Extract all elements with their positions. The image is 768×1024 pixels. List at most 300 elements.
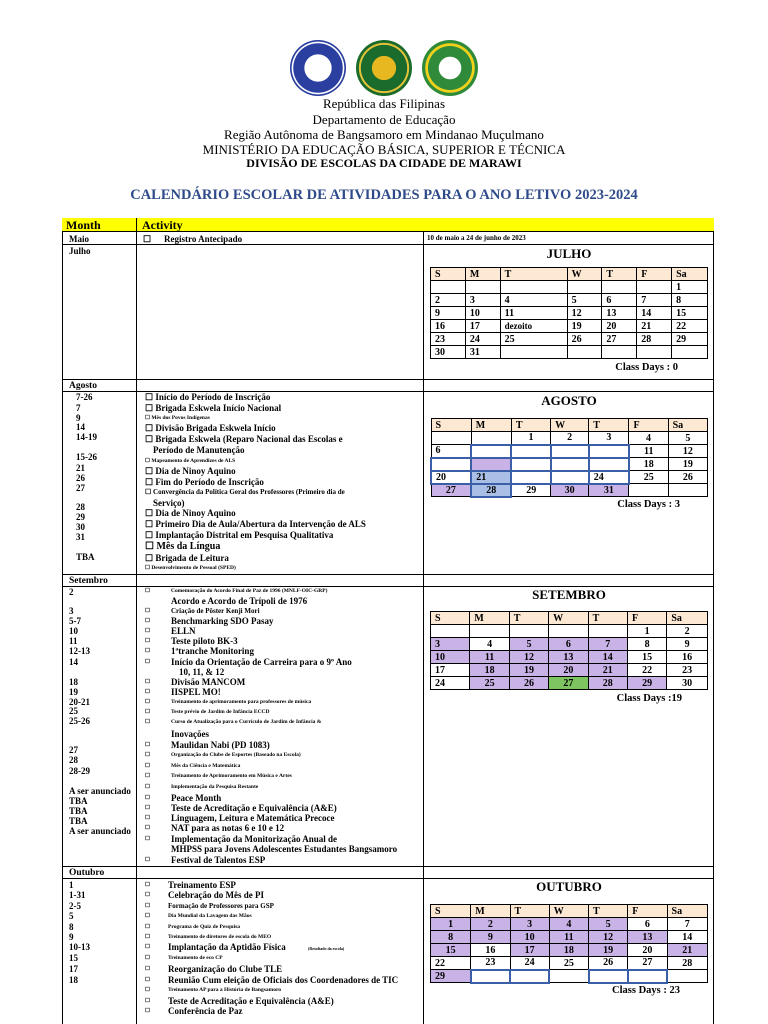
activity-item: ☐ Início do Período de Inscrição [145,392,271,402]
day-cell: 22 [627,664,666,677]
day-cell [500,281,567,294]
class-days-agosto: Class Days : 3 [617,499,680,510]
bullet: ☐ [145,608,150,614]
bullet: ☐ [145,892,150,898]
date-cell: 2-5 [69,901,81,911]
date-cell: 28 [76,502,85,512]
activity-item: Início da Orientação de Carreira para o 9º Ano [171,657,352,667]
date-cell: 17 [69,964,78,974]
day-cell: 19 [567,320,602,333]
bullet: ☐ [145,966,150,972]
day-cell: 3 [465,294,500,307]
activity-item: Teste piloto BK-3 [171,636,238,646]
weekday-header: F [628,905,667,918]
bullet: ☐ [145,648,150,654]
day-cell: 14 [588,651,627,664]
bullet: ☐ [145,784,150,790]
activity-item: Curso de Atualização para o Currículo de Jardim de Infância & [171,719,322,725]
activity-item: Reorganização do Clube TLE [168,964,283,974]
day-cell: 18 [629,458,668,471]
bullet: ☐ [145,773,150,779]
activity-item-continued: Acordo e Acordo de Trípoli de 1976 [171,596,308,606]
date-cell: 19 [69,687,78,697]
weekday-header: T [589,905,628,918]
weekday-header: Sa [668,419,707,432]
date-cell: 5 [69,911,74,921]
day-cell [470,625,509,638]
day-cell: 19 [589,944,628,957]
day-cell [509,625,548,638]
day-cell [589,445,629,458]
weekday-header: M [471,419,511,432]
column-header-activity: Activity [142,218,183,232]
bullet: ☐ [145,719,150,725]
day-cell: 1 [672,281,708,294]
month-setembro: Setembro [69,576,108,586]
weekday-header: F [637,268,672,281]
day-cell [551,445,589,458]
weekday-header: S [431,268,466,281]
weekday-header: M [465,268,500,281]
activity-item: 1ªtranche Monitoring [171,646,254,656]
date-cell: 15-26 [76,452,97,462]
day-cell: 7 [637,294,672,307]
activity-item: ☐ Mapeamento de Aprendizes de ALS [145,458,236,464]
day-cell: 11 [549,931,588,944]
activity-item-continued: Inovações [171,729,209,739]
activity-item-continued: Período de Manutenção [153,445,245,455]
day-cell: 16 [431,320,466,333]
activity-item: ☐ Implantação Distrital em Pesquisa Qualitativa [145,530,334,540]
day-cell [629,484,668,497]
day-cell: 1 [431,918,471,931]
day-cell [589,970,628,983]
date-cell: TBA [69,806,88,816]
day-cell: 20 [602,320,637,333]
calendar-column-divider [423,232,424,1024]
weekday-header: S [431,612,470,625]
date-cell: 20-21 [69,697,90,707]
activity-item: Teste de Acreditação e Equivalência (A&E) [171,803,337,813]
day-cell: 5 [567,294,602,307]
date-cell: TBA [69,796,88,806]
day-cell [667,970,707,983]
day-cell: 13 [628,931,667,944]
day-cell [549,625,588,638]
day-cell: 19 [668,458,707,471]
date-cell: 3 [69,606,74,616]
activity-item: ☐ Desenvolvimento de Pessoal (SPED) [145,565,236,571]
day-cell: 27 [602,333,637,346]
date-cell: 25 [69,706,78,716]
day-cell: 27 [431,484,471,497]
activity-item: ☐ Brigada de Leitura [145,553,229,563]
day-cell: 2 [551,432,589,445]
calendar-agosto [430,418,708,498]
date-cell: 29 [76,512,85,522]
activity-registro-antecipado: Registro Antecipado [164,234,243,244]
day-cell: 3 [431,638,470,651]
bullet: ☐ [145,659,150,665]
day-cell: 11 [500,307,567,320]
day-cell [551,471,589,484]
bullet: ☐ [145,795,150,801]
day-cell: 15 [431,944,471,957]
table-header-row [62,218,714,232]
day-cell: 31 [589,484,629,497]
day-cell [471,432,511,445]
day-cell: 8 [431,931,471,944]
day-cell: 28 [637,333,672,346]
weekday-header: W [549,905,588,918]
day-cell [602,346,637,359]
day-cell: 1 [511,432,550,445]
day-cell [511,458,550,471]
day-cell: 10 [431,651,470,664]
date-cell: A ser anunciado [69,826,131,836]
weekday-header: T [500,268,567,281]
day-cell [431,625,470,638]
day-cell [589,458,629,471]
activity-item: ☐ Dia de Ninoy Aquino [145,508,236,518]
activity-item: Divisão MANCOM [171,677,246,687]
day-cell: 14 [637,307,672,320]
date-cell: A ser anunciado [69,786,131,796]
activity-item: Treinamento ESP [168,880,236,890]
date-cell: 9 [69,932,74,942]
activity-item: Benchmarking SDO Pasay [171,616,274,626]
header-logos [0,40,768,96]
activity-item: ☐ Dia de Ninoy Aquino [145,466,236,476]
weekday-header: M [471,905,510,918]
day-cell: 8 [672,294,708,307]
day-cell: 28 [588,677,627,690]
day-cell: 6 [628,918,667,931]
day-cell: 29 [627,677,666,690]
day-cell: 13 [549,651,588,664]
activity-item: Dia Mundial da Lavagem das Mãos [168,913,252,919]
date-cell: 15 [69,953,78,963]
activity-item: ☐ Mês dos Povos Indígenas [145,415,210,421]
day-cell: 2 [471,918,510,931]
date-cell: 28-29 [69,766,90,776]
bullet: ☐ [145,836,150,842]
activity-item: Festival de Talentos ESP [171,855,266,865]
day-cell: 25 [500,333,567,346]
day-cell: 24 [589,471,629,484]
day-cell: 5 [509,638,548,651]
day-cell: 22 [431,957,471,970]
bullet: ☐ [145,679,150,685]
day-cell: 18 [470,664,509,677]
weekday-header: Sa [667,612,708,625]
bullet: ☐ [145,977,150,983]
activity-item: Criação de Pôster Kenji Mori [171,607,260,615]
activity-item: Comemoração do Acordo Final de Paz de 1996 (MNLF-OIC-GRP) [171,588,328,594]
day-cell: 28 [667,957,707,970]
weekday-header: T [588,612,627,625]
activity-item: Teste de Acreditação e Equivalência (A&E) [168,996,334,1006]
margin-note: (Resultado da escola) [308,946,345,951]
day-cell: 31 [465,346,500,359]
activity-item: ☐ Convergência da Política Geral dos Professores (Primeiro dia de [145,488,345,496]
day-cell [549,970,588,983]
header-republic: República das Filipinas [322,96,446,111]
day-cell [431,281,466,294]
date-cell: 26 [76,473,85,483]
weekday-header: T [589,419,629,432]
activity-item: Treinamento de Aprimoramento em Música e Artes [171,773,292,779]
bullet: ☐ [145,944,150,950]
date-cell: 28 [69,755,78,765]
day-cell: 30 [431,346,466,359]
activity-item: ☐ Mês da Língua [145,541,221,552]
day-cell: 21 [637,320,672,333]
activity-item: Programa de Quiz de Pesquisa [168,924,241,930]
date-cell: 27 [76,483,85,493]
day-cell: 20 [431,471,471,484]
weekday-header: T [511,419,550,432]
deped-seal-logo [290,40,346,96]
day-cell: 9 [667,638,708,651]
day-cell: 17 [510,944,549,957]
activity-item: Conferência de Paz [168,1006,243,1016]
row-divider [62,574,714,575]
day-cell: 27 [549,677,588,690]
day-cell: 1 [627,625,666,638]
activity-item: Treinamento AP para a História de Bangsamoro [168,987,282,993]
day-cell: 25 [549,957,588,970]
class-days-julho: Class Days : 0 [615,362,678,373]
day-cell: 24 [510,957,549,970]
date-cell: 5-7 [69,616,81,626]
day-cell: 11 [470,651,509,664]
bullet: ☐ [145,588,150,594]
bullet: ☐ [145,763,150,769]
date-cell: 18 [69,975,78,985]
row-divider [62,379,714,380]
date-cell: 12-13 [69,646,90,656]
day-cell [672,346,708,359]
column-header-month: Month [66,218,101,232]
day-cell: 4 [549,918,588,931]
bullet: ☐ [145,752,150,758]
day-cell [511,471,550,484]
activity-item: ☐ Fim do Período de Inscrição [145,477,264,487]
bullet: ☐ [145,805,150,811]
activity-item: Treinamento de aprimoramento para professores de música [171,699,312,705]
header-ministry: MINISTÉRIO DA EDUCAÇÃO BÁSICA, SUPERIOR E TÉCNICA [202,142,566,157]
calendar-setembro [430,611,708,690]
day-cell: 26 [589,957,628,970]
month-agosto: Agosto [69,381,97,391]
day-cell: 29 [431,970,471,983]
day-cell [637,281,672,294]
day-cell: 26 [668,471,707,484]
date-cell: 1-31 [69,890,86,900]
day-cell: 23 [471,957,510,970]
date-cell: 14 [76,422,85,432]
bullet: ☐ [145,638,150,644]
day-cell: 6 [549,638,588,651]
date-cell: 10-13 [69,942,90,952]
bullet: ☐ [145,987,150,993]
day-cell: 5 [589,918,628,931]
day-cell: 9 [471,931,510,944]
activity-item: ☐ Divisão Brigada Eskwela Início [145,423,276,433]
weekday-header: T [602,268,637,281]
bullet: ☐ [145,903,150,909]
activity-item-continued: 10, 11, & 12 [179,667,225,677]
day-cell [510,970,549,983]
activity-item: Implementação da Pesquisa Restante [171,784,259,790]
activity-item: NAT para as notas 6 e 10 e 12 [171,823,285,833]
weekday-header: W [551,419,589,432]
class-days-setembro: Class Days :19 [616,693,682,704]
activity-item: Linguagem, Leitura e Matemática Precoce [171,813,335,823]
day-cell: 20 [549,664,588,677]
day-cell: 4 [629,432,668,445]
date-cell: 31 [76,532,85,542]
day-cell [471,970,510,983]
day-cell: 24 [465,333,500,346]
day-cell: 4 [470,638,509,651]
day-cell [500,346,567,359]
day-cell: 20 [628,944,667,957]
day-cell: 2 [667,625,708,638]
row-divider [62,244,714,245]
bullet: ☐ [145,882,150,888]
activity-item: Implementação da Monitorização Anual de [171,834,337,844]
day-cell: 21 [667,944,707,957]
day-cell: 17 [465,320,500,333]
date-cell: 21 [76,463,85,473]
day-cell: 25 [629,471,668,484]
day-cell [588,625,627,638]
date-cell: 7-26 [76,392,93,402]
day-cell: 29 [511,484,550,497]
activity-item: Reunião Cum eleição de Oficiais dos Coordenadores de TIC [168,975,399,985]
day-cell: 11 [629,445,668,458]
date-cell: 14-19 [76,432,97,442]
day-cell: 2 [431,294,466,307]
day-cell: 5 [668,432,707,445]
activity-item: IISPEL MO! [171,687,221,697]
bullet: ☐ [145,913,150,919]
date-cell: 8 [69,922,74,932]
day-cell: 30 [551,484,589,497]
date-cell: 2 [69,587,74,597]
day-cell: 19 [509,664,548,677]
bullet: ☐ [145,709,150,715]
activity-item: Treinamento de diretores de escola do MEO [168,934,272,940]
weekday-header: F [627,612,666,625]
activity-item-continued: MHPSS para Jovens Adolescentes Estudantes Bangsamoro [171,844,398,854]
bullet: ☐ [145,618,150,624]
day-cell: 12 [509,651,548,664]
day-cell: 7 [667,918,707,931]
day-cell [431,458,471,471]
day-cell: 15 [627,651,666,664]
day-cell: 30 [667,677,708,690]
activity-item: Formação de Professores para GSP [168,902,274,910]
day-cell: 7 [588,638,627,651]
bullet: ☐ [145,699,150,705]
day-cell [471,445,511,458]
day-cell: 26 [509,677,548,690]
date-cell: 30 [76,522,85,532]
activity-item: Teste prévio de Jardim de Infância ECCD [171,709,270,715]
day-cell: 23 [667,664,708,677]
date-cell: 9 [76,413,81,423]
calendar-title-agosto: AGOSTO [541,393,597,408]
activity-item: Mês da Ciência e Matemática [171,763,241,769]
activity-item: ELLN [171,626,196,636]
day-cell [471,458,511,471]
day-cell [628,970,667,983]
month-maio: Maio [69,234,89,244]
day-cell [567,281,602,294]
day-cell: 27 [628,957,667,970]
weekday-header: W [567,268,602,281]
calendar-title-julho: JULHO [546,246,592,261]
bullet: ☐ [145,689,150,695]
day-cell: 23 [431,333,466,346]
day-cell: 28 [471,484,511,497]
activity-item: ☐ Brigada Eskwela (Reparo Nacional das Escolas e [145,434,343,444]
day-cell [637,346,672,359]
day-cell: 10 [465,307,500,320]
day-cell: 25 [470,677,509,690]
day-cell: 6 [431,445,471,458]
day-cell: 12 [589,931,628,944]
bullet: ☐ [145,934,150,940]
day-cell: 10 [510,931,549,944]
bullet: ☐ [143,234,152,244]
day-cell: dezoito [500,320,567,333]
bullet: ☐ [145,825,150,831]
activity-item-continued: Serviço) [153,498,185,508]
activity-item: Implantação da Aptidão Física [168,942,286,952]
day-cell: 17 [431,664,470,677]
date-cell: 25-26 [69,716,90,726]
month-outubro: Outubro [69,868,105,878]
day-cell: 9 [431,307,466,320]
document-title: CALENDÁRIO ESCOLAR DE ATIVIDADES PARA O ANO LETIVO 2023-2024 [130,187,638,203]
day-cell: 3 [589,432,629,445]
header-department: Departamento de Educação [312,112,456,127]
calendar-title-setembro: SETEMBRO [532,587,606,602]
day-cell: 18 [549,944,588,957]
day-cell [602,281,637,294]
bullet: ☐ [145,628,150,634]
day-cell: 4 [500,294,567,307]
class-days-outubro: Class Days : 23 [612,985,680,996]
weekday-header: W [549,612,588,625]
day-cell [431,432,471,445]
day-cell: 12 [567,307,602,320]
day-cell: 29 [672,333,708,346]
weekday-header: Sa [672,268,708,281]
day-cell: 16 [667,651,708,664]
bullet: ☐ [145,924,150,930]
header-division: DIVISÃO DE ESCOLAS DA CIDADE DE MARAWI [246,156,522,170]
day-cell: 3 [510,918,549,931]
bullet: ☐ [145,742,150,748]
day-cell: 24 [431,677,470,690]
day-cell: 6 [602,294,637,307]
day-cell: 21 [588,664,627,677]
